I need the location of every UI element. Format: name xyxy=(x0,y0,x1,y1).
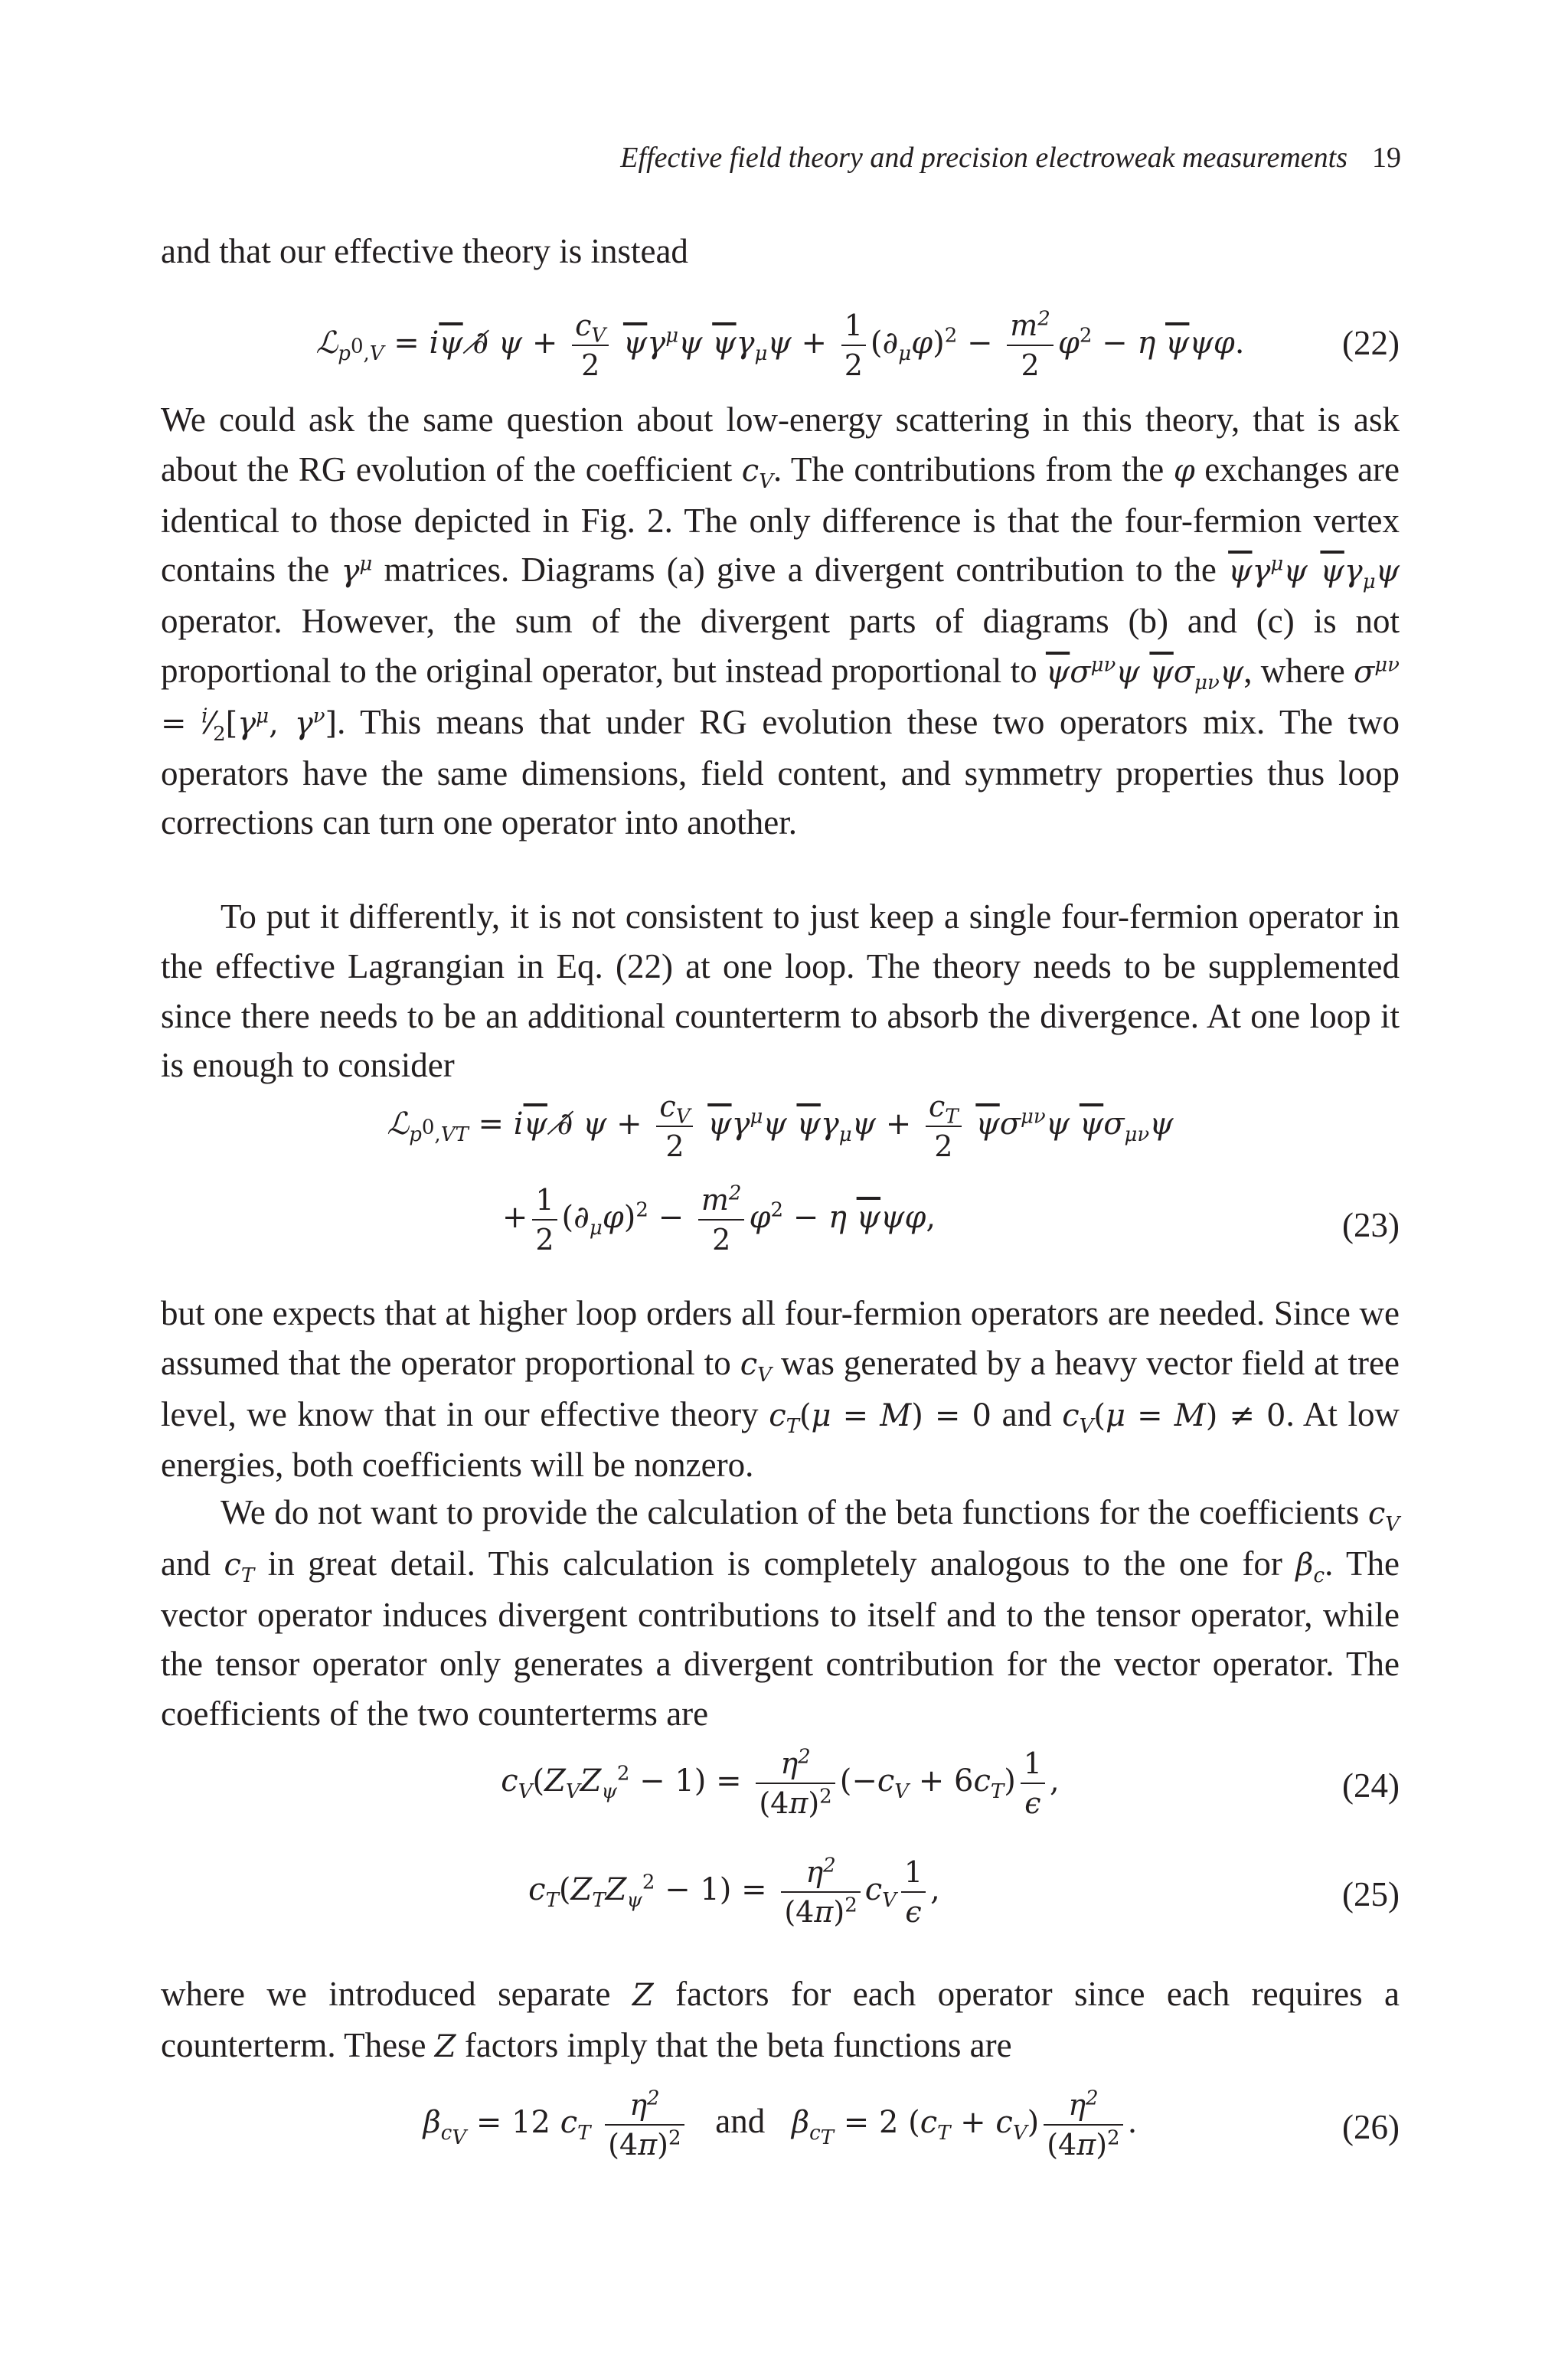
paragraph-beta-functions: We do not want to provide the calculation of the beta functions for the coefficients $c_V$ and $c_T$ in great detail. This calculation is completely analogous to the one for $\beta_c$. The vector operator induces divergent contributions to itself and to the tensor operator, while the tensor operator only generates a divergent contribution for the vector operator. The coefficients of the two counterterms are xyxy=(161,1493,1400,1734)
running-title: Effective field theory and precision electroweak measurements xyxy=(620,142,1348,174)
equation-23-line-1: ℒ$_{p^0,VT}$ = $i\overline{\psi}$ ∂̸ ψ + $\frac{c_V}{2}$ $\overline{\psi}\gamma^\mu\psi$ $\overline{\psi}\gamma_\mu\psi$ + $\frac{c_T}{2}$ $\overline{\psi}\sigma^{\mu\nu}\psi$ $\overline{\psi}\sigma_{\mu\nu}\psi$ xyxy=(161,1087,1400,1165)
equation-24 xyxy=(161,1738,1400,1830)
equation-connector: and xyxy=(715,2102,766,2140)
equation-24-body: $c_V(Z_VZ_\psi^2 - 1)$ = $\frac{\eta^2}{(4\pi)^2}$ $(-c_V + 6c_T)$ $\frac{1}{\epsilon}$ , xyxy=(501,1745,1060,1820)
equation-26 xyxy=(161,2080,1400,2172)
paragraph-rg-evolution: We could ask the same question about low-energy scattering in this theory, that is ask about the RG evolution of the coefficient $c_V$. The contributions from the φ exchanges are identical to those depicted in Fig. 2. The only difference is that the four-fermion vertex contains the $\gamma^\mu$ matrices. Diagrams (a) give a divergent contribution to the $\overline{\psi}\gamma^\mu\psi$ $\overline{\psi}\gamma_\mu\psi$ operator. However, the sum of the divergent parts of diagrams (b) and (c) is not proportional to the original operator, but instead proportional to $\overline{\psi}\sigma^{\mu\nu}\psi$ $\overline{\psi}\sigma_{\mu\nu}\psi$, where $\sigma^{\mu\nu}$ = $^i⁄_2[\gamma^\mu$, $\gamma^\nu$]. This means that under RG evolution these two operators mix. The two operators have the same dimensions, field content, and symmetry properties thus loop corrections can turn one operator into another. xyxy=(161,400,1400,842)
paragraph-counterterm: To put it differently, it is not consistent to just keep a single four-fermion operator in the effective Lagrangian in Eq. (22) at one loop. The theory needs to be supplemented since there needs to be an additional counterterm to absorb the divergence. At one loop it is enough to consider xyxy=(161,897,1400,1085)
equation-23 xyxy=(161,1087,1400,1279)
equation-number: (23) xyxy=(1342,1206,1400,1244)
running-header xyxy=(161,141,1401,184)
equation-number: (26) xyxy=(1342,2108,1400,2146)
equation-25 xyxy=(161,1847,1400,1939)
equation-number: (24) xyxy=(1342,1766,1400,1805)
equation-22-body: ℒ$_{p^0,V}$ = $i\overline{\psi}$ ∂̸ ψ + $\frac{c_V}{2}$ $\overline{\psi}\gamma^\mu\psi$ $\overline{\psi}\gamma_\mu\psi$ + $\frac{1}{2}$ $(\partial_\mu\varphi)^2$ − $\frac{m^2}{2}$ $\varphi^2 - \eta$ $\overline{\psi}\psi\varphi$. xyxy=(315,307,1245,382)
equation-23-line-2: + $\frac{1}{2}$ $(\partial_\mu\varphi)^2$ − $\frac{m^2}{2}$ $\varphi^2 - \eta$ $\overline{\psi}\psi\varphi$, xyxy=(501,1181,936,1257)
paragraph-intro: and that our effective theory is instead xyxy=(161,232,688,270)
equation-22 xyxy=(161,299,1400,383)
page-number: 19 xyxy=(1372,142,1401,174)
equation-number: (22) xyxy=(1342,324,1400,362)
equation-26-body: $\beta_{c_V} = 12$ $c_T$ $\frac{\eta^2}{(4\pi)^2}$ and $\beta_{c_T} = 2$ $(c_T + c_V)$ $\frac{\eta^2}{(4\pi)^2}$ . xyxy=(423,2087,1138,2162)
equation-25-body: $c_T(Z_TZ_\psi^2 - 1)$ = $\frac{\eta^2}{(4\pi)^2}$ $c_V$ $\frac{1}{\epsilon}$ , xyxy=(528,1854,940,1929)
equation-number: (25) xyxy=(1342,1875,1400,1913)
paragraph-z-factors: where we introduced separate Z factors for each operator since each requires a counterterm. These Z factors imply that the beta functions are xyxy=(161,1975,1400,2064)
paragraph-higher-loops: but one expects that at higher loop orders all four-fermion operators are needed. Since we assumed that the operator proportional to $c_V$ was generated by a heavy vector field at tree level, we know that in our effective theory $c_T(\mu = M) = 0$ and $c_V(\mu = M) \ne 0$. At low energies, both coefficients will be nonzero. xyxy=(161,1294,1400,1485)
